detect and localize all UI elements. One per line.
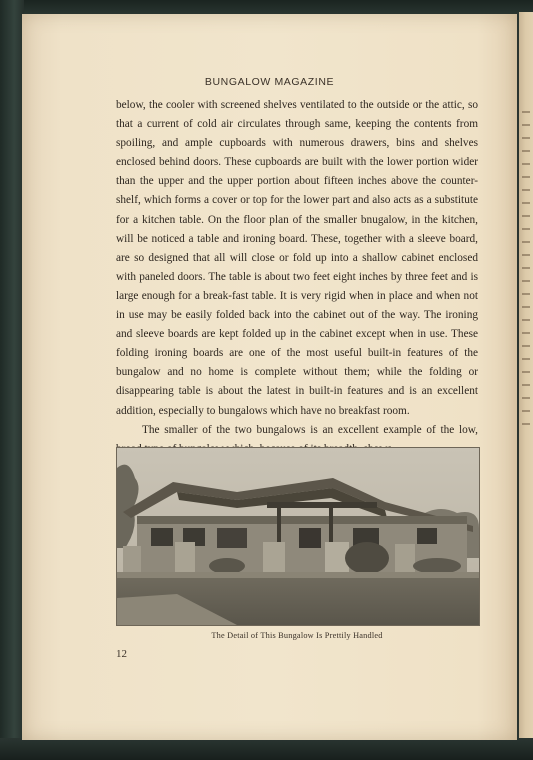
page-number: 12 (116, 648, 127, 660)
paragraph: The smaller of the two bungalows is an excellent example of the low, (142, 423, 478, 436)
paragraph: below, the cooler with screened shelves ventilated to the outside or the attic, so that a current of cold air circulates through same, keeping the contents from spoiling, and ample cupboards with numerous drawers, bins and shelves enclosed behind doors. These cupboards are built with the lower portion wider than the upper and the upper portion about fifteen inches above the counter-shelf, which forms a cover or top for the lower part and also acts as a substitute for a kitchen table. On the floor plan of the smaller bnugalow, in the kitchen, will be noticed a table and ironing board. These, together with a sleeve board, are so designed that all will close or fold up into a shallow cabinet enclosed with paneled doors. The table is about two feet eight inches by three feet and is large enough for a break-fast table. It is very rigid when in place and when not in use may be easily folded back into the cabinet out of the way. The ironing and sleeve boards are kept folded up in the cabinet except when in use. These folding ironing boards are one of the most useful built-in features of the bungalow and no home is complete without them; while the folding or disappearing table is about the latest in built-in features and is an excellent addition, especially to bungalows which have no breakfast room. (116, 99, 478, 417)
photo-caption: The Detail of This Bungalow Is Prettily Handled (211, 631, 383, 640)
book-cover-edge-bottom (0, 738, 533, 760)
running-head: BUNGALOW MAGAZINE (204, 76, 335, 88)
adjacent-page-text-marks (522, 100, 530, 430)
bungalow-photo-illustration (117, 448, 479, 625)
bungalow-photograph (116, 447, 480, 626)
article-body (116, 96, 478, 459)
book-spine-edge (0, 0, 24, 760)
